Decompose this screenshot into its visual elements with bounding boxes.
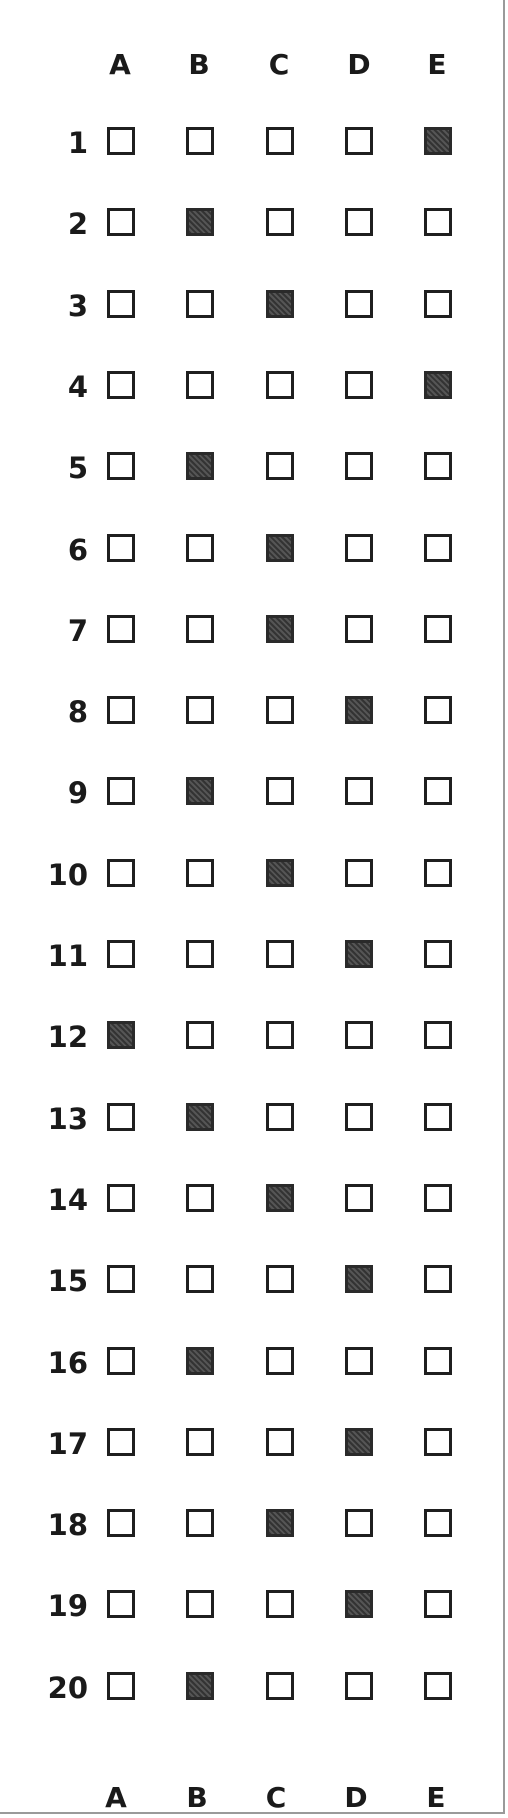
answer-bubble-a[interactable] [107, 1672, 135, 1700]
answer-bubble-b[interactable] [186, 696, 214, 724]
question-number: 19 [47, 1589, 88, 1624]
answer-bubble-b[interactable] [186, 534, 214, 562]
question-number: 1 [67, 126, 88, 160]
answer-bubble-d[interactable] [345, 1428, 373, 1456]
question-row [0, 1495, 505, 1555]
answer-bubble-a[interactable] [107, 1265, 135, 1293]
answer-bubble-e[interactable] [424, 371, 452, 399]
column-label-d: D [344, 1781, 368, 1814]
answer-bubble-a[interactable] [107, 859, 135, 887]
answer-bubble-b[interactable] [186, 127, 214, 155]
answer-bubble-b[interactable] [186, 290, 214, 318]
answer-bubble-c[interactable] [266, 371, 294, 399]
answer-bubble-c[interactable] [266, 1265, 294, 1293]
question-number: 5 [67, 451, 88, 486]
question-row [0, 1251, 505, 1311]
question-number: 15 [47, 1264, 88, 1299]
answer-bubble-e[interactable] [424, 940, 452, 968]
answer-bubble-a[interactable] [107, 127, 135, 155]
answer-bubble-d[interactable] [345, 696, 373, 724]
answer-bubble-e[interactable] [424, 859, 452, 887]
question-number: 7 [67, 613, 88, 648]
question-row [0, 357, 505, 417]
answer-bubble-e[interactable] [424, 696, 452, 724]
answer-bubble-d[interactable] [345, 371, 373, 399]
answer-bubble-e[interactable] [424, 1347, 452, 1375]
answer-bubble-d[interactable] [345, 452, 373, 480]
answer-bubble-a[interactable] [107, 1347, 135, 1375]
answer-bubble-e[interactable] [424, 1103, 452, 1131]
answer-bubble-c[interactable] [266, 777, 294, 805]
answer-bubble-e[interactable] [424, 1428, 452, 1456]
answer-bubble-a[interactable] [107, 615, 135, 643]
answer-bubble-c[interactable] [266, 1184, 294, 1212]
answer-bubble-d[interactable] [345, 534, 373, 562]
question-row [0, 601, 505, 661]
answer-bubble-a[interactable] [107, 1021, 135, 1049]
answer-bubble-b[interactable] [186, 1347, 214, 1375]
question-row [0, 682, 505, 742]
answer-bubble-c[interactable] [266, 208, 294, 236]
answer-bubble-b[interactable] [186, 777, 214, 805]
answer-bubble-b[interactable] [186, 1265, 214, 1293]
answer-bubble-b[interactable] [186, 452, 214, 480]
answer-bubble-a[interactable] [107, 940, 135, 968]
answer-bubble-a[interactable] [107, 208, 135, 236]
question-row [0, 1414, 505, 1474]
question-row [0, 1658, 505, 1718]
answer-bubble-e[interactable] [424, 1509, 452, 1537]
answer-bubble-b[interactable] [186, 1590, 214, 1618]
answer-bubble-e[interactable] [424, 1265, 452, 1293]
column-label-e: E [426, 1781, 446, 1814]
answer-bubble-c[interactable] [266, 1347, 294, 1375]
question-number: 3 [67, 288, 88, 323]
question-number: 10 [47, 857, 88, 892]
answer-bubble-c[interactable] [266, 1021, 294, 1049]
answer-bubble-c[interactable] [266, 615, 294, 643]
question-row [0, 1576, 505, 1636]
question-number: 16 [47, 1345, 88, 1380]
answer-bubble-c[interactable] [266, 127, 294, 155]
answer-bubble-e[interactable] [424, 290, 452, 318]
question-row [0, 1333, 505, 1393]
answer-bubble-c[interactable] [266, 1103, 294, 1131]
answer-bubble-e[interactable] [424, 1184, 452, 1212]
answer-bubble-a[interactable] [107, 1184, 135, 1212]
question-row [0, 113, 505, 173]
question-row [0, 926, 505, 986]
answer-bubble-c[interactable] [266, 1428, 294, 1456]
column-label-a: A [109, 48, 131, 81]
answer-bubble-d[interactable] [345, 290, 373, 318]
answer-bubble-c[interactable] [266, 290, 294, 318]
answer-bubble-b[interactable] [186, 1021, 214, 1049]
answer-bubble-d[interactable] [345, 1347, 373, 1375]
answer-bubble-a[interactable] [107, 1428, 135, 1456]
question-row [0, 1007, 505, 1067]
question-number: 6 [67, 532, 88, 567]
answer-bubble-c[interactable] [266, 534, 294, 562]
answer-bubble-d[interactable] [345, 1672, 373, 1700]
question-row [0, 276, 505, 336]
answer-bubble-e[interactable] [424, 615, 452, 643]
question-row [0, 1170, 505, 1230]
question-number: 13 [47, 1101, 88, 1136]
question-row [0, 520, 505, 580]
column-header-top [0, 45, 505, 85]
answer-bubble-b[interactable] [186, 940, 214, 968]
answer-bubble-c[interactable] [266, 1672, 294, 1700]
answer-bubble-e[interactable] [424, 1672, 452, 1700]
answer-bubble-b[interactable] [186, 1509, 214, 1537]
question-number: 9 [67, 776, 88, 811]
answer-bubble-d[interactable] [345, 615, 373, 643]
answer-bubble-e[interactable] [424, 534, 452, 562]
question-number: 2 [67, 207, 88, 242]
answer-bubble-d[interactable] [345, 127, 373, 155]
answer-bubble-d[interactable] [345, 1509, 373, 1537]
question-number: 20 [47, 1670, 88, 1705]
answer-bubble-d[interactable] [345, 1021, 373, 1049]
column-label-d: D [347, 48, 371, 81]
question-row [0, 845, 505, 905]
answer-bubble-a[interactable] [107, 452, 135, 480]
question-row [0, 194, 505, 254]
question-number: 11 [47, 939, 88, 973]
answer-bubble-c[interactable] [266, 696, 294, 724]
answer-bubble-c[interactable] [266, 1509, 294, 1537]
question-row [0, 1089, 505, 1149]
answer-bubble-d[interactable] [345, 1265, 373, 1293]
answer-bubble-d[interactable] [345, 1184, 373, 1212]
answer-bubble-d[interactable] [345, 1103, 373, 1131]
answer-bubble-e[interactable] [424, 777, 452, 805]
answer-bubble-d[interactable] [345, 859, 373, 887]
answer-bubble-b[interactable] [186, 1184, 214, 1212]
answer-bubble-b[interactable] [186, 859, 214, 887]
answer-bubble-d[interactable] [345, 1590, 373, 1618]
question-row [0, 763, 505, 823]
question-number: 12 [47, 1020, 88, 1055]
column-label-b: B [188, 48, 210, 81]
answer-bubble-c[interactable] [266, 940, 294, 968]
answer-bubble-a[interactable] [107, 371, 135, 399]
answer-bubble-e[interactable] [424, 1590, 452, 1618]
column-label-c: C [268, 48, 290, 81]
column-label-a: A [105, 1781, 127, 1814]
question-number: 4 [67, 369, 88, 404]
answer-bubble-b[interactable] [186, 1103, 214, 1131]
answer-bubble-e[interactable] [424, 127, 452, 155]
answer-bubble-b[interactable] [186, 1672, 214, 1700]
answer-bubble-c[interactable] [266, 452, 294, 480]
answer-bubble-d[interactable] [345, 208, 373, 236]
question-row [0, 438, 505, 498]
answer-bubble-d[interactable] [345, 940, 373, 968]
answer-bubble-b[interactable] [186, 208, 214, 236]
answer-bubble-a[interactable] [107, 696, 135, 724]
question-number: 17 [47, 1426, 88, 1461]
answer-bubble-a[interactable] [107, 1509, 135, 1537]
question-number: 8 [67, 695, 88, 730]
answer-bubble-b[interactable] [186, 1428, 214, 1456]
answer-bubble-a[interactable] [107, 290, 135, 318]
answer-bubble-a[interactable] [107, 1103, 135, 1131]
answer-bubble-c[interactable] [266, 859, 294, 887]
answer-bubble-d[interactable] [345, 777, 373, 805]
answer-bubble-a[interactable] [107, 777, 135, 805]
answer-bubble-b[interactable] [186, 371, 214, 399]
answer-bubble-a[interactable] [107, 1590, 135, 1618]
answer-bubble-a[interactable] [107, 534, 135, 562]
question-number: 18 [47, 1508, 88, 1543]
answer-bubble-b[interactable] [186, 615, 214, 643]
column-label-b: B [186, 1781, 208, 1814]
answer-bubble-e[interactable] [424, 1021, 452, 1049]
answer-bubble-e[interactable] [424, 208, 452, 236]
question-number: 14 [47, 1182, 88, 1217]
column-header-bottom [0, 1778, 505, 1818]
column-label-e: E [427, 48, 447, 81]
column-label-c: C [265, 1781, 287, 1814]
answer-bubble-e[interactable] [424, 452, 452, 480]
answer-bubble-c[interactable] [266, 1590, 294, 1618]
